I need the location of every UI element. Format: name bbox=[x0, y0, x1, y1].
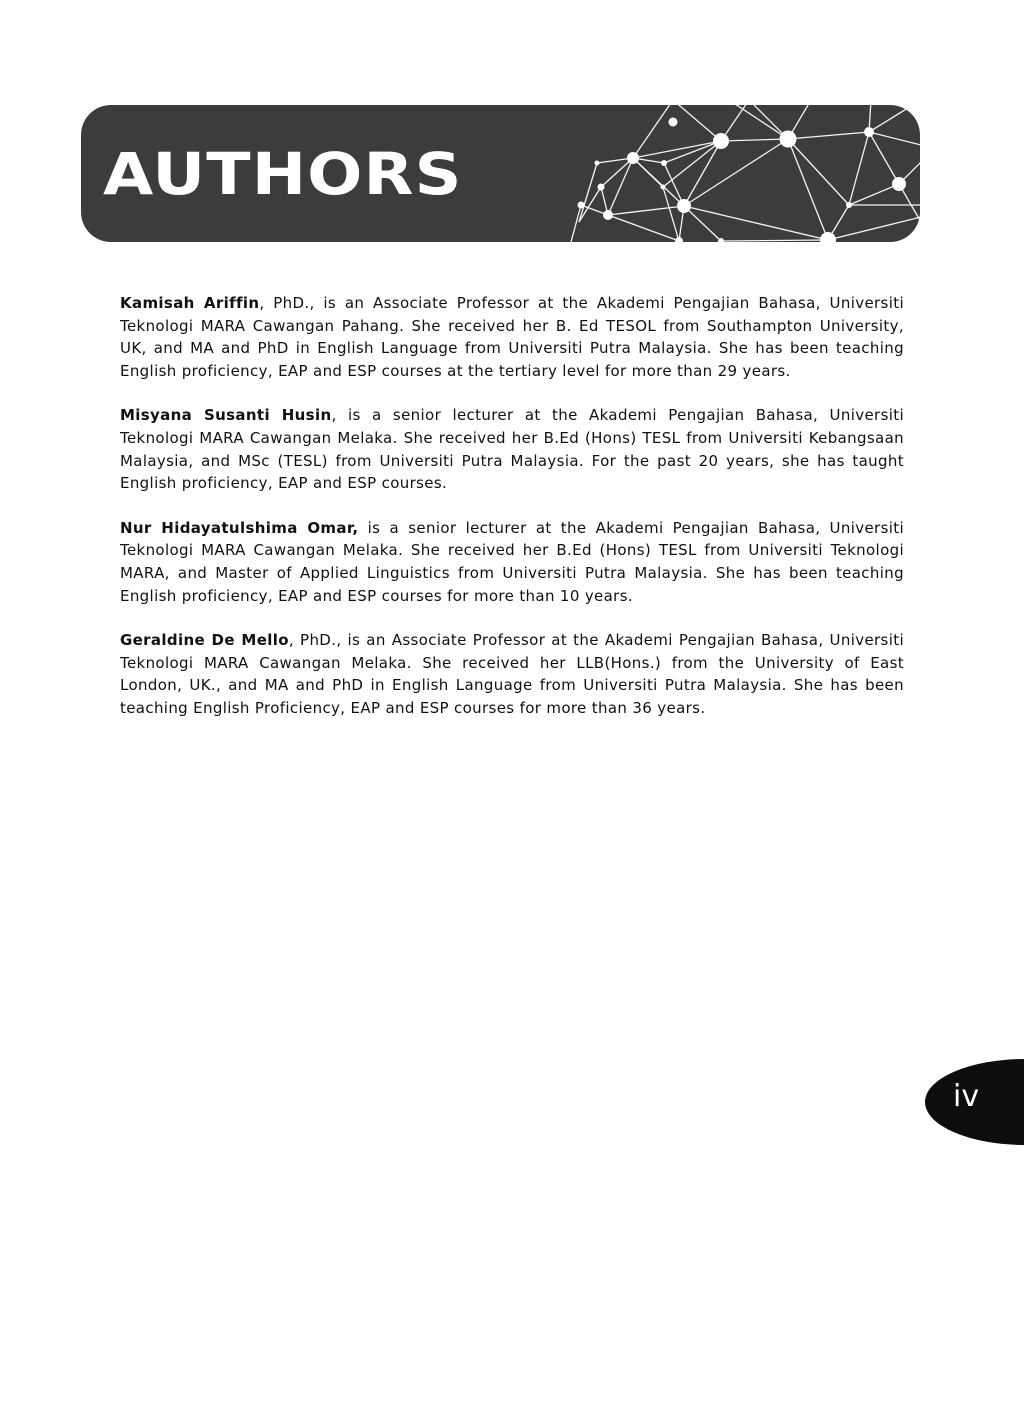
author-name: Misyana Susanti Husin bbox=[120, 406, 332, 425]
page-title: AUTHORS bbox=[103, 140, 463, 208]
author-name: Geraldine De Mello bbox=[120, 631, 289, 650]
author-bio bbox=[120, 404, 904, 494]
author-bio bbox=[120, 517, 904, 607]
author-name: Nur Hidayatulshima Omar, bbox=[120, 518, 359, 537]
network-mesh-graphic bbox=[81, 105, 920, 242]
author-bio bbox=[120, 292, 904, 382]
header-band bbox=[81, 105, 920, 242]
author-bio-text: , PhD., is an Associate Professor at the Akademi Pengajian Bahasa, Universiti Teknologi MARA Cawangan Melaka. She received her LLB(Hons.) from the University of East London, UK., and MA and PhD in English Language from Universiti Putra Malaysia. She has been teaching English Proficiency, EAP and ESP courses for more than 36 years. bbox=[120, 631, 904, 717]
author-bio-text: is a senior lecturer at the Akademi Pengajian Bahasa, Universiti Teknologi MARA Cawangan Melaka. She received her B.Ed (Hons) TESL from Universiti Teknologi MARA, and Master of Applied Linguistics from Universiti Putra Malaysia. She has been teaching English proficiency, EAP and ESP courses for more than 10 years. bbox=[120, 518, 905, 605]
author-bio-text: , is a senior lecturer at the Akademi Pengajian Bahasa, Universiti Teknologi MARA Cawangan Melaka. She received her B.Ed (Hons) TESL from Universiti Kebangsaan Malaysia, and MSc (TESL) from Universiti Putra Malaysia. For the past 20 years, she has taught English proficiency, EAP and ESP courses. bbox=[120, 406, 904, 493]
author-bio bbox=[120, 629, 904, 719]
page-number: iv bbox=[953, 1079, 980, 1114]
author-name: Kamisah Ariffin bbox=[120, 294, 260, 312]
author-bios bbox=[120, 292, 904, 742]
author-bio-text: , PhD., is an Associate Professor at the Akademi Pengajian Bahasa, Universiti Teknologi MARA Cawangan Pahang. She received her B. Ed TESOL from Southampton University, UK, and MA and PhD in English Language from Universiti Putra Malaysia. She has been teaching English proficiency, EAP and ESP courses at the tertiary level for more than 29 years. bbox=[120, 294, 904, 380]
